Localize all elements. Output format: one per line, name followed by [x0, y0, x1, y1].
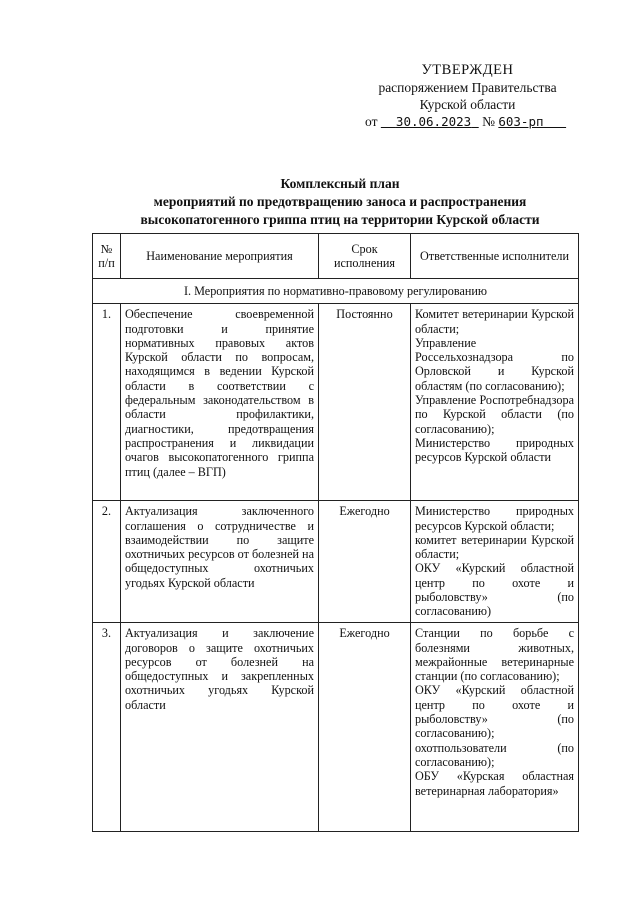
- document-title: [100, 175, 580, 229]
- approval-date-line: [360, 113, 575, 130]
- responsible-item: ОКУ «Курский областной центр по охоте и рыболовству» (по согласованию): [415, 561, 574, 619]
- responsible-item: ОБУ «Курская областная ветеринарная лаборатория»: [415, 769, 574, 798]
- approval-status: УТВЕРЖДЕН: [421, 62, 514, 78]
- responsible-item: Станции по борьбе с болезнями животных, межрайонные ветеринарные станции (по согласованию);: [415, 626, 574, 684]
- responsible-item: Министерство природных ресурсов Курской области: [415, 435, 574, 465]
- header-number: № п/п: [93, 234, 121, 279]
- header-term: Срок исполнения: [319, 234, 411, 279]
- responsible-item: охотпользователи (по согласованию);: [415, 740, 574, 769]
- row-responsible: [411, 623, 579, 832]
- approval-date: [381, 114, 479, 129]
- responsible-item: ОКУ «Курский областной центр по охоте и рыболовству» (по согласованию);: [415, 683, 574, 741]
- table-header-row: [93, 234, 579, 279]
- row-number: 1.: [93, 304, 121, 501]
- row-measure: Актуализация заключенного соглашения о сотрудничестве и взаимодействии по защите охотничьих ресурсов от болезней на общедоступных охотничьих угодьях Курской области: [121, 501, 319, 623]
- section-title: I. Мероприятия по нормативно-правовому регулированию: [93, 279, 579, 304]
- title-line-2: мероприятий по предотвращению заноса и распространения: [153, 194, 527, 209]
- row-term: Постоянно: [319, 304, 411, 501]
- table-row: [93, 304, 579, 501]
- table-row: [93, 501, 579, 623]
- approval-authority: распоряжением Правительства: [378, 80, 557, 95]
- approval-prefix: от: [365, 114, 378, 129]
- title-line-3: высокопатогенного гриппа птиц на территории Курской области: [140, 212, 540, 227]
- responsible-item: Управление Россельхознадзора по Орловской и Курской областям (по согласованию);: [415, 335, 574, 393]
- row-number: 3.: [93, 623, 121, 832]
- approval-block: [360, 62, 575, 130]
- row-responsible: [411, 501, 579, 623]
- approval-number: [498, 114, 566, 129]
- responsible-item: Управление Роспотребнадзора по Курской области (по согласованию);: [415, 393, 574, 436]
- row-term: Ежегодно: [319, 501, 411, 623]
- row-measure: Актуализация и заключение договоров о защите охотничьих ресурсов от болезней на общедоступных и закрепленных охотничьих угодьях Курской области: [121, 623, 319, 832]
- header-name: Наименование мероприятия: [121, 234, 319, 279]
- header-responsible: Ответственные исполнители: [411, 234, 579, 279]
- section-row: [93, 279, 579, 304]
- title-line-1: Комплексный план: [280, 176, 400, 191]
- responsible-item: Комитет ветеринарии Курской области;: [415, 307, 574, 336]
- row-term: Ежегодно: [319, 623, 411, 832]
- responsible-item: Министерство природных ресурсов Курской области;: [415, 504, 574, 533]
- measures-table: [92, 233, 579, 832]
- approval-region: Курской области: [419, 97, 516, 112]
- responsible-item: комитет ветеринарии Курской области;: [415, 532, 574, 562]
- row-measure: Обеспечение своевременной подготовки и принятие нормативных правовых актов Курской области по вопросам, находящимся в ведении Курской области в соответствии с федеральным законодательством в области профилактики, диагностики, предотвращения распространения и ликвидации очагов высокопатогенного гриппа птиц (далее – ВГП): [121, 304, 319, 501]
- approval-number-value: 603-рп: [498, 114, 544, 129]
- approval-number-sign: №: [482, 114, 495, 129]
- row-number: 2.: [93, 501, 121, 623]
- row-responsible: [411, 304, 579, 501]
- approval-date-value: 30.06.2023: [395, 114, 472, 129]
- table-row: [93, 623, 579, 832]
